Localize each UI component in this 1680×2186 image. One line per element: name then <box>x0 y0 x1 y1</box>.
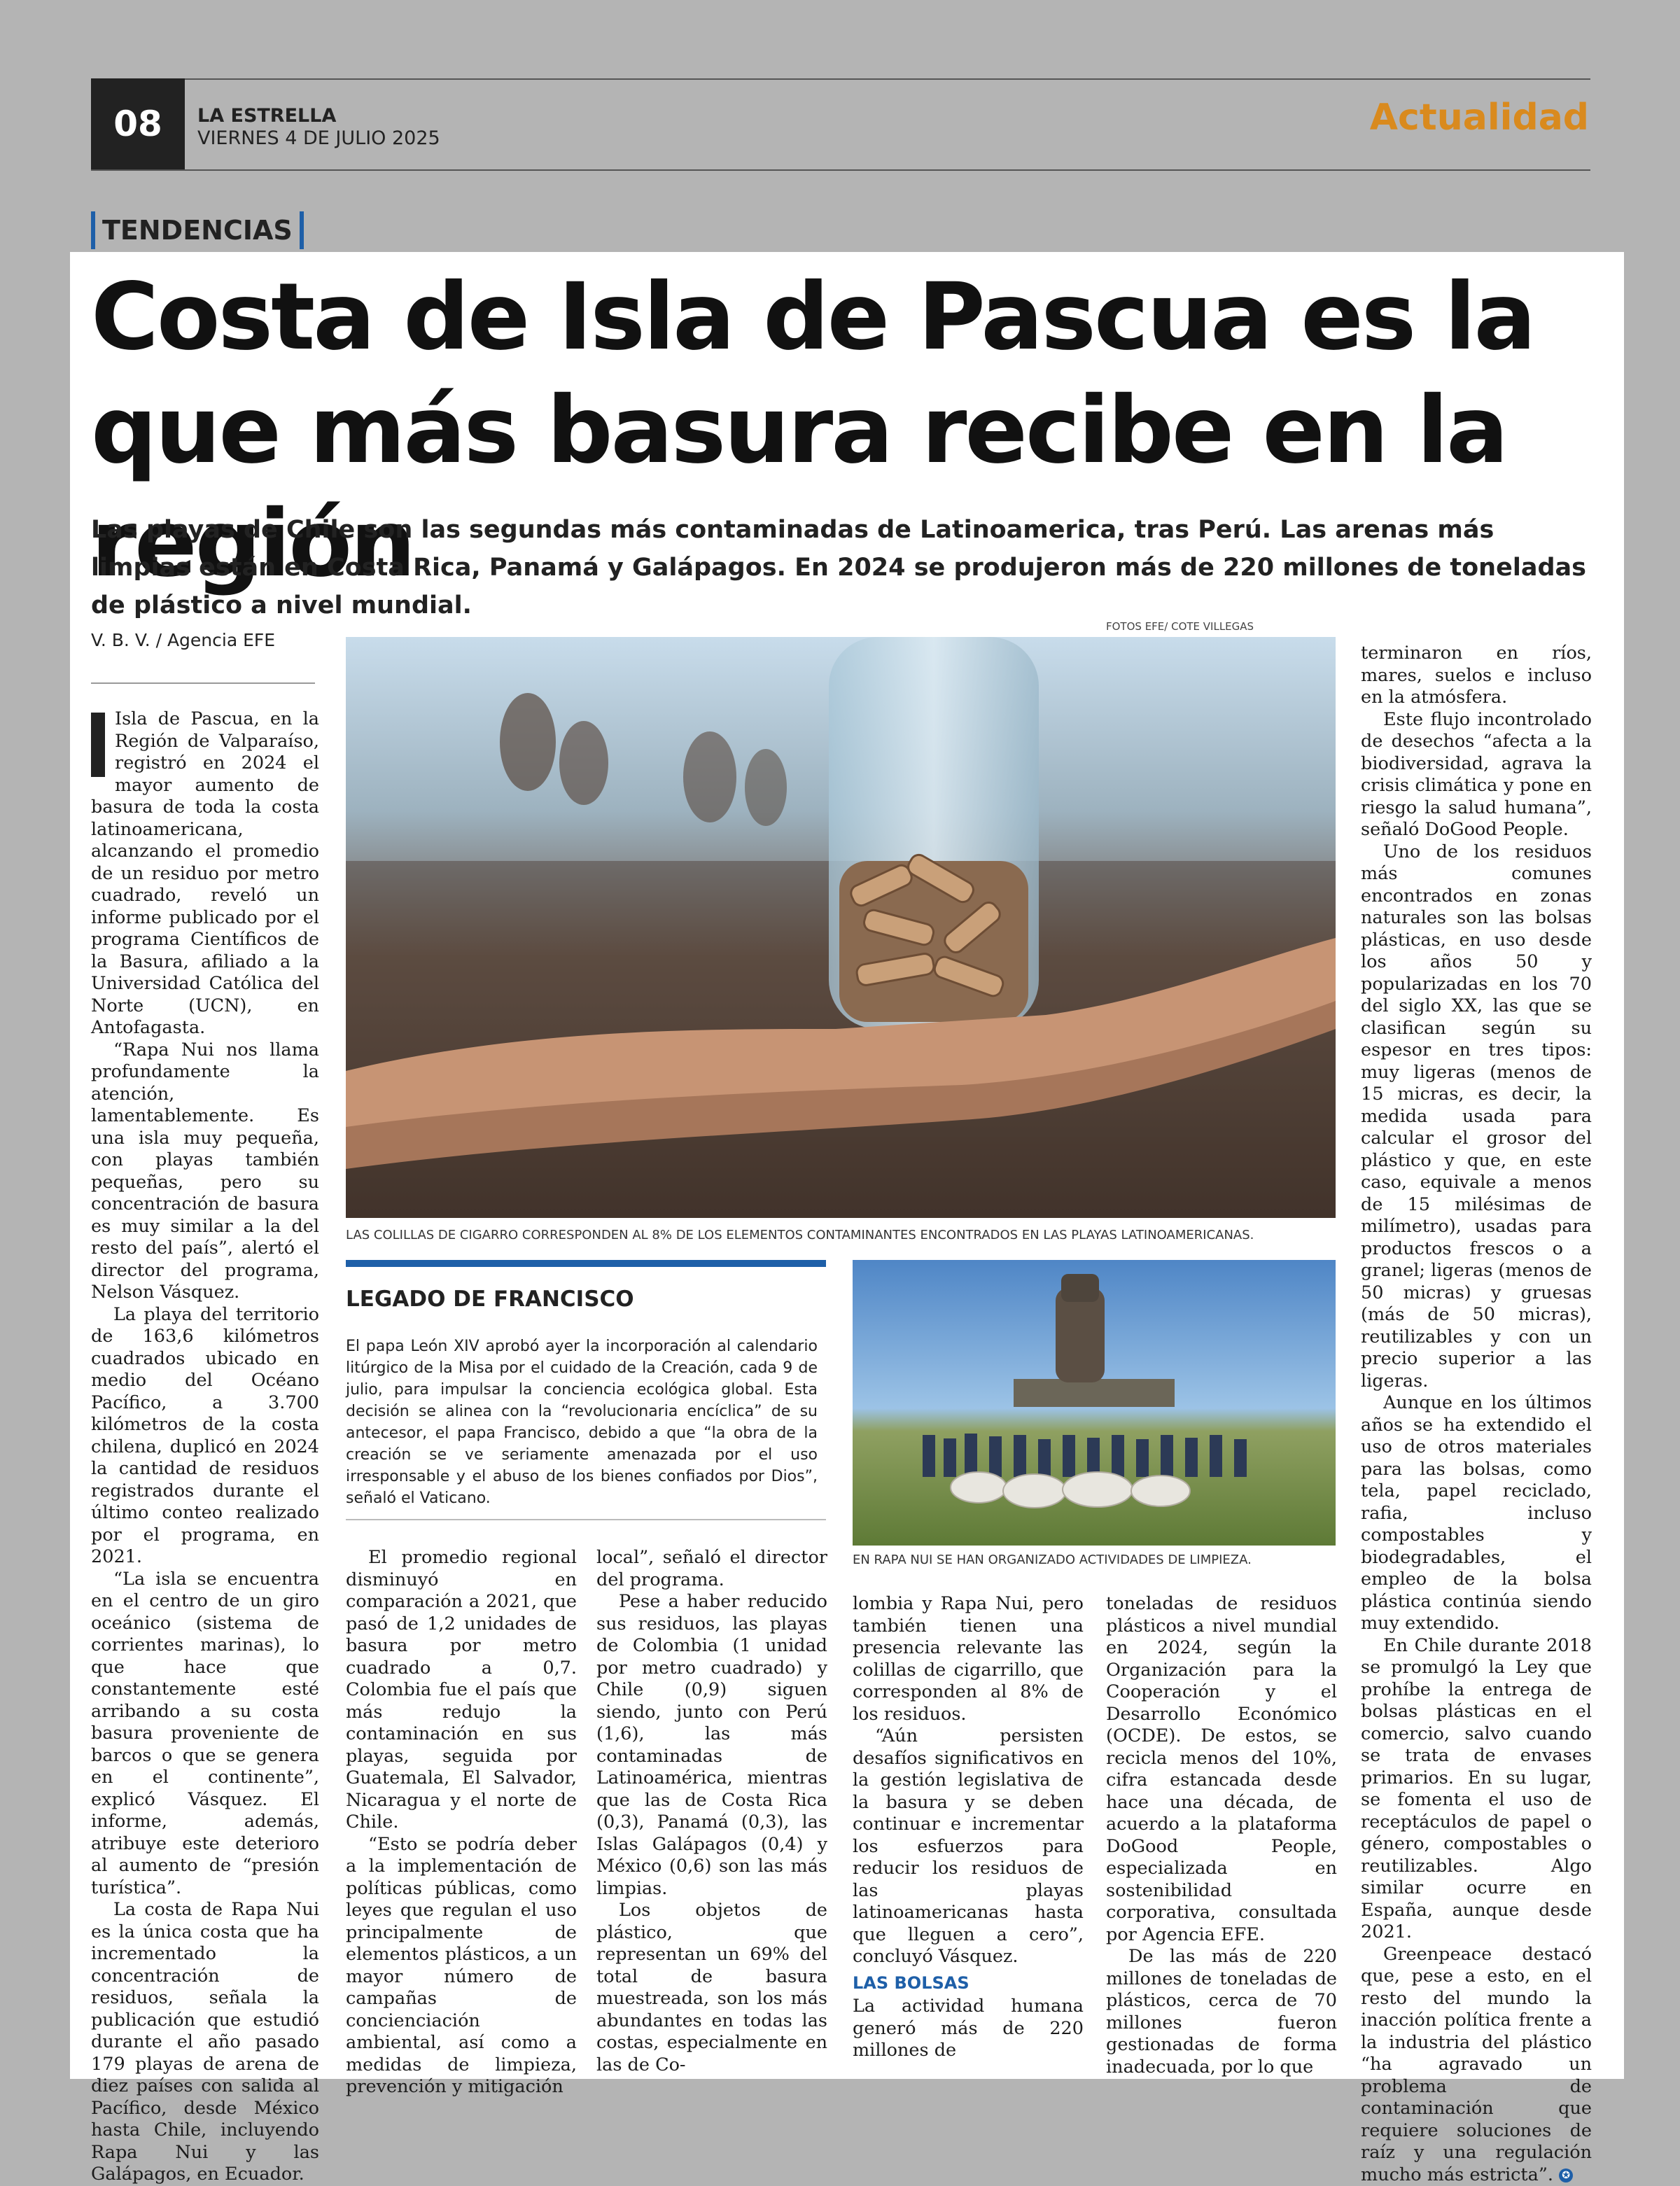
body-paragraph: lombia y Rapa Nui, pero también tienen una presencia relevante las colillas de cigarrillo, que corresponden al 8% de los residuos. <box>853 1593 1084 1725</box>
body-paragraph: toneladas de residuos plásticos a nivel mundial en 2024, según la Organización para la Cooperación y el Desarrollo Económico (OCDE). De estos, se recicla menos del 10%, cifra estancada desde hace una década, de acuerdo a la plataforma DoGood People, especializada en sostenibilidad corporativa, consultada por Agencia EFE. <box>1106 1593 1337 1946</box>
body-paragraph: Greenpeace destacó que, pese a esto, en el resto del mundo la inacción política frente a la industria del plástico “ha agravado un problema de contaminación que requiere soluciones de raíz y una regulación mucho más estricta”. ✪ <box>1361 1944 1592 2186</box>
newspaper-masthead <box>197 105 440 150</box>
article-column-6 <box>1361 643 1592 2186</box>
byline: V. B. V. / Agencia EFE <box>91 630 275 650</box>
body-paragraph: terminaron en ríos, mares, suelos e incluso en la atmósfera. <box>1361 643 1592 709</box>
sidebar-text: El papa León XIV aprobó ayer la incorporación al calendario litúrgico de la Misa por el cuidado de la Creación, cada 9 de julio, para impulsar la conciencia ecológica global. Esta decisión se alinea con la “revolucionaria encíclica” de su antecesor, el papa Francisco, debido a que “la obra de la creación se ve seriamente amenazada por el uso irresponsable y el abuso de los bienes confiados por Dios”, señaló el Vaticano. <box>346 1336 818 1509</box>
photo-credit: FOTOS EFE/ COTE VILLEGAS <box>1106 620 1254 633</box>
header-top-rule <box>91 78 1590 80</box>
lead-paragraph: Las playas de Chile son las segundas más contaminadas de Latinoamerica, tras Perú. Las arenas más limpias están en Costa Rica, Panamá y Galápagos. En 2024 se produjeron más de 220 millones de toneladas de plástico a nivel mundial. <box>91 511 1589 624</box>
photo-rapa-nui-cleanup <box>853 1260 1336 1546</box>
photo-caption: EN RAPA NUI SE HAN ORGANIZADO ACTIVIDADES DE LIMPIEZA. <box>853 1553 1336 1567</box>
headline: Costa de Isla de Pascua es la que más basura recibe en la región <box>91 260 1589 601</box>
photo-caption: LAS COLILLAS DE CIGARRO CORRESPONDEN AL 8% DE LOS ELEMENTOS CONTAMINANTES ENCONTRADOS EN LAS PLAYAS LATINOAMERICANAS. <box>346 1228 1336 1242</box>
section-label: Actualidad <box>1370 97 1589 139</box>
body-paragraph: “Esto se podría deber a la implementación de políticas públicas, como leyes que regulan el uso principalmente de elementos plásticos, a un mayor número de campañas de concienciación ambiental, así como a medidas de limpieza, prevención y mitigación <box>346 1834 577 2099</box>
article-column-1 <box>91 708 319 2186</box>
sidebar-top-rule <box>346 1260 826 1267</box>
sidebar-bottom-rule <box>346 1519 826 1520</box>
body-paragraph: La costa de Rapa Nui es la única costa que ha incrementado la concentración de residuos, señala la publicación que estudió durante el año pasado 179 playas de arena de diez países con salida al Pacífico, desde México hasta Chile, incluyendo Rapa Nui y las Galápagos, en Ecuador. <box>91 1899 319 2186</box>
article-column-3 <box>596 1547 827 2076</box>
body-paragraph: La actividad humana generó más de 220 millones de <box>853 1996 1084 2062</box>
body-paragraph: Uno de los residuos más comunes encontrados en zonas naturales son las bolsas plásticas, en uso desde los años 50 y popularizadas en los 70 del siglo XX, las que se clasifican según su espesor en tres tipos: muy ligeras (menos de 15 micras, es decir, la medida usada para calcular el grosor del plástico y que, en este caso, equivale a menos de 15 milésimas de milímetro), usadas para productos frescos o a granel; ligeras (menos de 50 micras) y gruesas (más de 50 micras), reutilizables y con un precio superior a las ligeras. <box>1361 841 1592 1393</box>
moai-cleanup-illustration <box>853 1260 1336 1546</box>
issue-date: VIERNES 4 DE JULIO 2025 <box>197 127 440 150</box>
drop-cap-bar <box>91 713 105 777</box>
body-paragraph: La playa del territorio de 163,6 kilómetros cuadrados ubicado en medio del Océano Pacífico, a 3.700 kilómetros de la costa chilena, duplicó en 2024 la cantidad de residuos registrados durante el último conteo realizado por el programa, en 2021. <box>91 1304 319 1569</box>
body-paragraph: Pese a haber reducido sus residuos, las playas de Colombia (1 unidad por metro cuadrado) y Chile (0,9) siguen siendo, junto con Perú (1,6), las más contaminadas de Latinoamérica, mientras que las de Costa Rica (0,3), Panamá (0,3), las Islas Galápagos (0,4) y México (0,6) son las más limpias. <box>596 1591 827 1900</box>
header-bottom-rule <box>91 169 1590 171</box>
body-paragraph: De las más de 220 millones de toneladas de plásticos, cerca de 70 millones fueron gestionadas de forma inadecuada, por lo que <box>1106 1946 1337 2078</box>
body-paragraph: Isla de Pascua, en la Región de Valparaíso, registró en 2024 el mayor aumento de basura de toda la costa latinoamericana, alcanzando el promedio de un residuo por metro cuadrado, reveló un informe publicado por el programa Científicos de la Basura, afiliado a la Universidad Católica del Norte (UCN), en Antofagasta. <box>91 708 319 1039</box>
page-number: 08 <box>91 78 185 169</box>
body-paragraph: El promedio regional disminuyó en comparación a 2021, que pasó de 1,2 unidades de basura por metro cuadrado a 0,7. Colombia fue el país que más redujo la contaminación en sus playas, seguida por Guatemala, El Salvador, Nicaragua y el norte de Chile. <box>346 1547 577 1834</box>
body-paragraph: Aunque en los últimos años se ha extendido el uso de otros materiales para las bolsas, como tela, papel reciclado, rafia, incluso compostables y biodegradables, el empleo de la bolsa plástica continúa siendo muy extendido. <box>1361 1392 1592 1635</box>
article-column-5 <box>1106 1593 1337 2078</box>
body-paragraph: Este flujo incontrolado de desechos “afecta a la biodiversidad, agrava la crisis climática y pone en riesgo la salud humana”, señaló DoGood People. <box>1361 709 1592 841</box>
hand-bottle-illustration <box>346 637 1336 1218</box>
byline-rule <box>91 682 315 684</box>
body-paragraph: “Rapa Nui nos llama profundamente la atención, lamentablemente. Es una isla muy pequeña, con playas también pequeñas, pero su concentración de basura es muy similar a la del resto del país”, alertó el director del programa, Nelson Vásquez. <box>91 1039 319 1304</box>
photo-hand-bottle-cigarette-butts <box>346 637 1336 1218</box>
sidebar-title: LEGADO DE FRANCISCO <box>346 1287 634 1312</box>
body-paragraph: “La isla se encuentra en el centro de un giro oceánico (sistema de corrientes marinas), lo que hace que constantemente esté arribando a su costa basura proveniente de barcos o que se genera en el continente”, explicó Vásquez. El informe, además, atribuye este deterioro al aumento de “presión turística”. <box>91 1569 319 1900</box>
body-paragraph: local”, señaló el director del programa. <box>596 1547 827 1591</box>
subhead-las-bolsas: LAS BOLSAS <box>853 1973 1084 1995</box>
article-tag: TENDENCIAS <box>91 211 304 249</box>
body-paragraph: En Chile durante 2018 se promulgó la Ley que prohíbe la entrega de bolsas plásticas en el comercio, salvo cuando se trata de envases primarios. En su lugar, se fomenta el uso de receptáculos de papel o género, compostables o reutilizables. Algo similar ocurre en España, aunque desde 2021. <box>1361 1635 1592 1944</box>
end-of-article-icon: ✪ <box>1559 2169 1573 2183</box>
article-column-4 <box>853 1593 1084 2062</box>
body-paragraph: Los objetos de plástico, que representan un 69% del total de basura muestreada, son los más abundantes en todas las costas, especialmente en las de Co- <box>596 1900 827 2076</box>
article-column-2 <box>346 1547 577 2099</box>
body-paragraph: “Aún persisten desafíos significativos en la gestión legislativa de la basura y se deben continuar e incrementar los esfuerzos para reducir los residuos de las playas latinoamericanas hasta que lleguen a cero”, concluyó Vásquez. <box>853 1725 1084 1968</box>
newspaper-name: LA ESTRELLA <box>197 105 440 127</box>
